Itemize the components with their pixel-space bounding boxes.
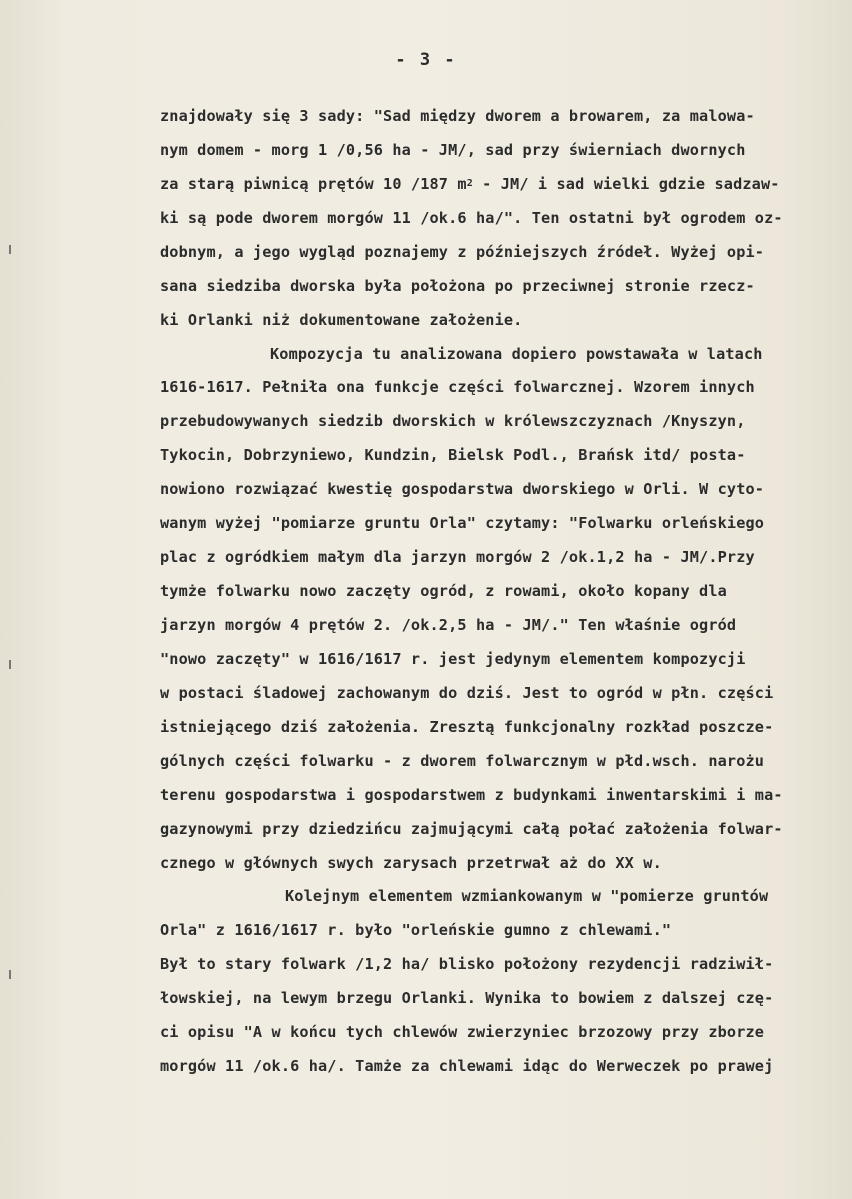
text-line: sana siedziba dworska była położona po przeciwnej stronie rzecz- [160, 277, 755, 295]
text-line: Kompozycja tu analizowana dopiero powstawała w latach [270, 345, 763, 363]
text-line: istniejącego dziś założenia. Zresztą funkcjonalny rozkład poszcze- [160, 718, 774, 736]
binder-mark [9, 660, 15, 669]
text-line: ki są pode dworem morgów 11 /ok.6 ha/". Ten ostatni był ogrodem oz- [160, 209, 783, 227]
text-line: ki Orlanki niż dokumentowane założenie. [160, 311, 523, 329]
text-line: gólnych części folwarku - z dworem folwarcznym w płd.wsch. narożu [160, 752, 765, 770]
superscript: 2 [466, 178, 473, 189]
text-line-with-superscript [160, 175, 780, 193]
text-line: dobnym, a jego wygląd poznajemy z późniejszych źródeł. Wyżej opi- [160, 243, 765, 261]
text-line: Kolejnym elementem wzmiankowanym w "pomierze gruntów [285, 887, 769, 905]
text-line: gazynowymi przy dziedzińcu zajmującymi całą połać założenia folwar- [160, 820, 783, 838]
text-line-part: - JM/ i sad wielki gdzie sadzaw- [472, 175, 780, 193]
text-line: Był to stary folwark /1,2 ha/ blisko położony rezydencji radziwił- [160, 955, 774, 973]
text-line: ci opisu "A w końcu tych chlewów zwierzyniec brzozowy przy zborze [160, 1023, 765, 1041]
binder-mark [9, 245, 15, 254]
text-line: Orla" z 1616/1617 r. było "orleńskie gumno z chlewami." [160, 921, 672, 939]
text-line: 1616-1617. Pełniła ona funkcje części folwarcznej. Wzorem innych [160, 378, 755, 396]
text-line: cznego w głównych swych zarysach przetrwał aż do XX w. [160, 854, 662, 872]
text-line: tymże folwarku nowo zaczęty ogród, z rowami, około kopany dla [160, 582, 727, 600]
text-line: plac z ogródkiem małym dla jarzyn morgów 2 /ok.1,2 ha - JM/.Przy [160, 548, 755, 566]
text-line: nowiono rozwiązać kwestię gospodarstwa dworskiego w Orli. W cyto- [160, 480, 765, 498]
page-number: - 3 - [395, 50, 457, 70]
text-line: znajdowały się 3 sady: "Sad między dworem a browarem, za malowa- [160, 107, 755, 125]
binder-mark [9, 970, 15, 979]
text-line: Tykocin, Dobrzyniewo, Kundzin, Bielsk Podl., Brańsk itd/ posta- [160, 446, 746, 464]
text-line: terenu gospodarstwa i gospodarstwem z budynkami inwentarskimi i ma- [160, 786, 783, 804]
text-line-part: za starą piwnicą prętów 10 /187 m [160, 175, 467, 193]
text-line: wanym wyżej "pomiarze gruntu Orla" czytamy: "Folwarku orleńskiego [160, 514, 765, 532]
text-line: jarzyn morgów 4 prętów 2. /ok.2,5 ha - JM/." Ten właśnie ogród [160, 616, 737, 634]
text-line: łowskiej, na lewym brzegu Orlanki. Wynika to bowiem z dalszej czę- [160, 989, 774, 1007]
text-line: przebudowywanych siedzib dworskich w królewszczyznach /Knyszyn, [160, 412, 746, 430]
text-line: "nowo zaczęty" w 1616/1617 r. jest jedynym elementem kompozycji [160, 650, 746, 668]
text-line: morgów 11 /ok.6 ha/. Tamże za chlewami idąc do Werweczek po prawej [160, 1057, 774, 1075]
text-line: nym domem - morg 1 /0,56 ha - JM/, sad przy świerniach dwornych [160, 141, 746, 159]
text-line: w postaci śladowej zachowanym do dziś. Jest to ogród w płn. części [160, 684, 774, 702]
